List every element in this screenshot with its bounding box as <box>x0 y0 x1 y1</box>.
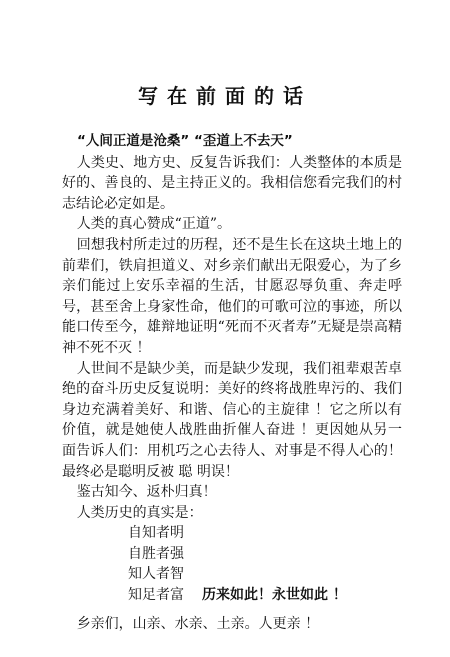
maxim-list <box>62 523 402 605</box>
maxim-text: 自知者明 <box>128 525 184 542</box>
maxim-text: 自胜者强 <box>128 545 184 562</box>
maxim-line <box>128 564 402 585</box>
paragraph-6: 人类历史的真实是： <box>76 504 203 521</box>
paragraph-2: 人类的真心赞成“正道”。 <box>76 216 232 233</box>
paragraph-4: 人世间不是缺少美，而是缺少发现，我们祖辈艰苦卓绝的奋斗历史反复说明：美好的终将战胜卑污的、我们身边充满着美好、和谐、信心的主旋律 ！它之所以有价值，就是她使人战胜曲折催人奋进 ！更因她从另一面告诉人们：用机巧之心去待人、对事是不得人心的！ 最终必是聪明反被 聪 明误！ <box>62 360 402 480</box>
maxim-text: 知足者富 <box>128 587 184 604</box>
closing-line: 乡亲们，山亲、水亲、土亲。人更亲 ！ <box>76 615 320 632</box>
maxim-line <box>128 585 402 606</box>
maxim-line <box>128 523 402 544</box>
maxim-text: 知人者智 <box>128 566 184 583</box>
body-text <box>62 131 402 634</box>
paragraph-3: 回想我村所走过的历程，还不是生长在这块土地上的前辈们，铁肩担道义、对乡亲们献出无限爱心，为了乡亲们能过上安乐幸福的生活，甘愿忍辱负重、奔走呼号，甚至舍上身家性命，他们的可歌可泣的事迹，所以能口传至今，雄辩地证明“死而不灭者寿”无疑是崇高精神不死不灭 ！ <box>62 236 402 356</box>
page-title: 写在前面的话 <box>138 84 312 108</box>
paragraph-1: 人类史、地方史、反复告诉我们：人类整体的本质是好的、善良的、是主持正义的。我相信您看完我们的村志结论必定如是。 <box>62 154 402 212</box>
epigraph-quote: “人间正道是沧桑” “歪道上不去天” <box>77 133 293 149</box>
maxim-conclusion: 历来如此！永世如此 ！ <box>202 587 347 604</box>
maxim-line <box>128 544 402 565</box>
paragraph-5: 鉴古知今、返朴归真！ <box>76 484 217 501</box>
